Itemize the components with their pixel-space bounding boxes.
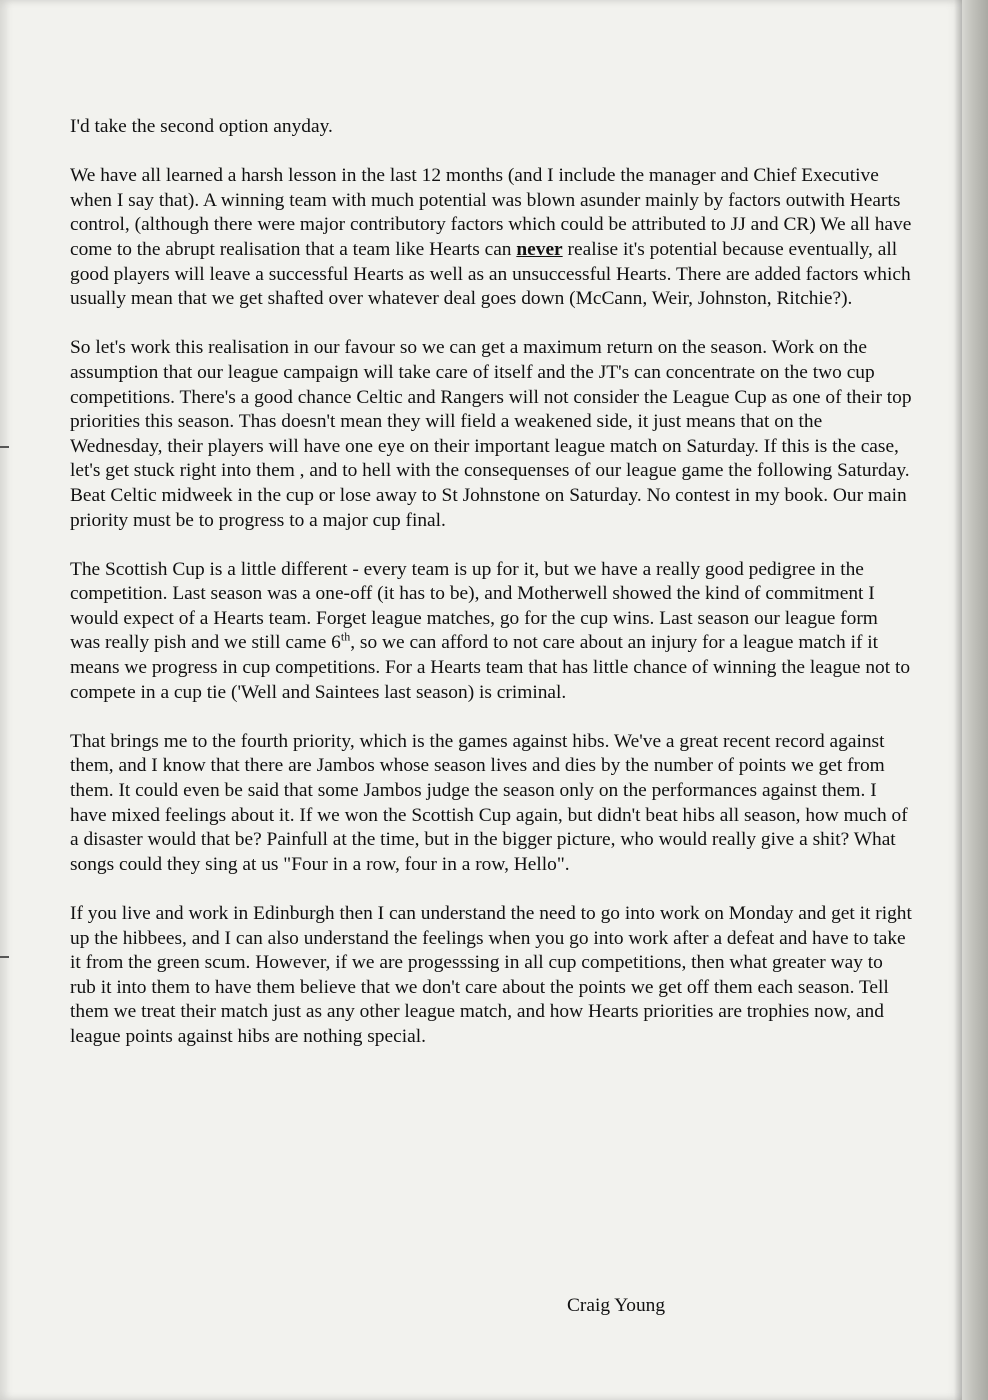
paragraph-2 (70, 164, 912, 312)
paragraph-4 (70, 558, 912, 706)
paragraph-2-continued: realise it's potential because eventually, all good players will leave a successful Hearts as well as an unsuccessful Hearts. There are added factors which usually mean that we get shafted over whatever deal goes down (McCann, Weir, Johnston, Ritchie?). (70, 238, 911, 310)
paragraph-6: If you live and work in Edinburgh then I can understand the need to go into work on Monday and get it right up the hibbees, and I can also understand the feelings when you go into work after a defeat and have to take it from the green scum. However, if we are progesssing in all cup competitions, then what greater way to rub it into them to have them believe that we don't care about the points we get off them each season. Tell them we treat their match just as any other league match, and how Hearts priorities are trophies now, and league points against hibs are nothing special. (70, 903, 912, 1047)
author-signature: Craig Young (567, 1295, 666, 1316)
article-body (70, 115, 912, 1074)
paragraph-4-continued: , so we can afford to not care about an injury for a league match if it means we progress in cup competitions. For a Hearts team that has little chance of winning the league not to compete in a cup tie ('Well and Saintees last season) is criminal. (70, 632, 911, 703)
page-edge-shadow (954, 0, 962, 1400)
paragraph-1: I'd take the second option anyday. (70, 116, 333, 137)
emphasis-never: never (516, 238, 563, 260)
paragraph-2-text: We have all learned a harsh lesson in the last 12 months (and I include the manager and Chief Executive when I say that). A winning team with much potential was blown asunder mainly by factors outwith Hearts control, (although there were major contributory factors which could be attributed to JJ and CR) We all have come to the abrupt realisation that a team like Hearts can (70, 165, 912, 260)
paragraph-3: So let's work this realisation in our favour so we can get a maximum return on the season. Work on the assumption that our league campaign will take care of itself and the JT's can concentrate on the two cup competitions. There's a good chance Celtic and Rangers will not consider the League Cup as one of their top priorities this season. Thas doesn't mean they will field a weakened side, it just means that on the Wednesday, their players will have one eye on their important league match on Saturday. If this is the case, let's get stuck right into them , and to hell with the consequenses of our league game the following Saturday. Beat Celtic midweek in the cup or lose away to St Johnstone on Saturday. No contest in my book. Our main priority must be to progress to a major cup final. (70, 337, 912, 531)
paragraph-5: That brings me to the fourth priority, which is the games against hibs. We've a great recent record against them, and I know that there are Jambos whose season lives and dies by the number of points we get from them. It could even be said that some Jambos judge the season only on the performances against them. I have mixed feelings about it. If we won the Scottish Cup again, but didn't beat hibs all season, how much of a disaster would that be? Painfull at the time, but in the bigger picture, who would really give a shit? What songs could they sing at us "Four in a row, four in a row, Hello". (70, 730, 908, 875)
ordinal-suffix: th (340, 630, 351, 644)
binding-mark-top (0, 446, 9, 448)
paragraph-4-text: The Scottish Cup is a little different - every team is up for it, but we have a really good pedigree in the competition. Last season was a one-off (it has to be), and Motherwell showed the kind of commitment I would expect of a Hearts team. Forget league matches, go for the cup wins. Last season our league form was really pish and we still came 6 (70, 558, 878, 654)
binding-mark-bottom (0, 956, 9, 958)
scanner-edge (962, 0, 988, 1400)
